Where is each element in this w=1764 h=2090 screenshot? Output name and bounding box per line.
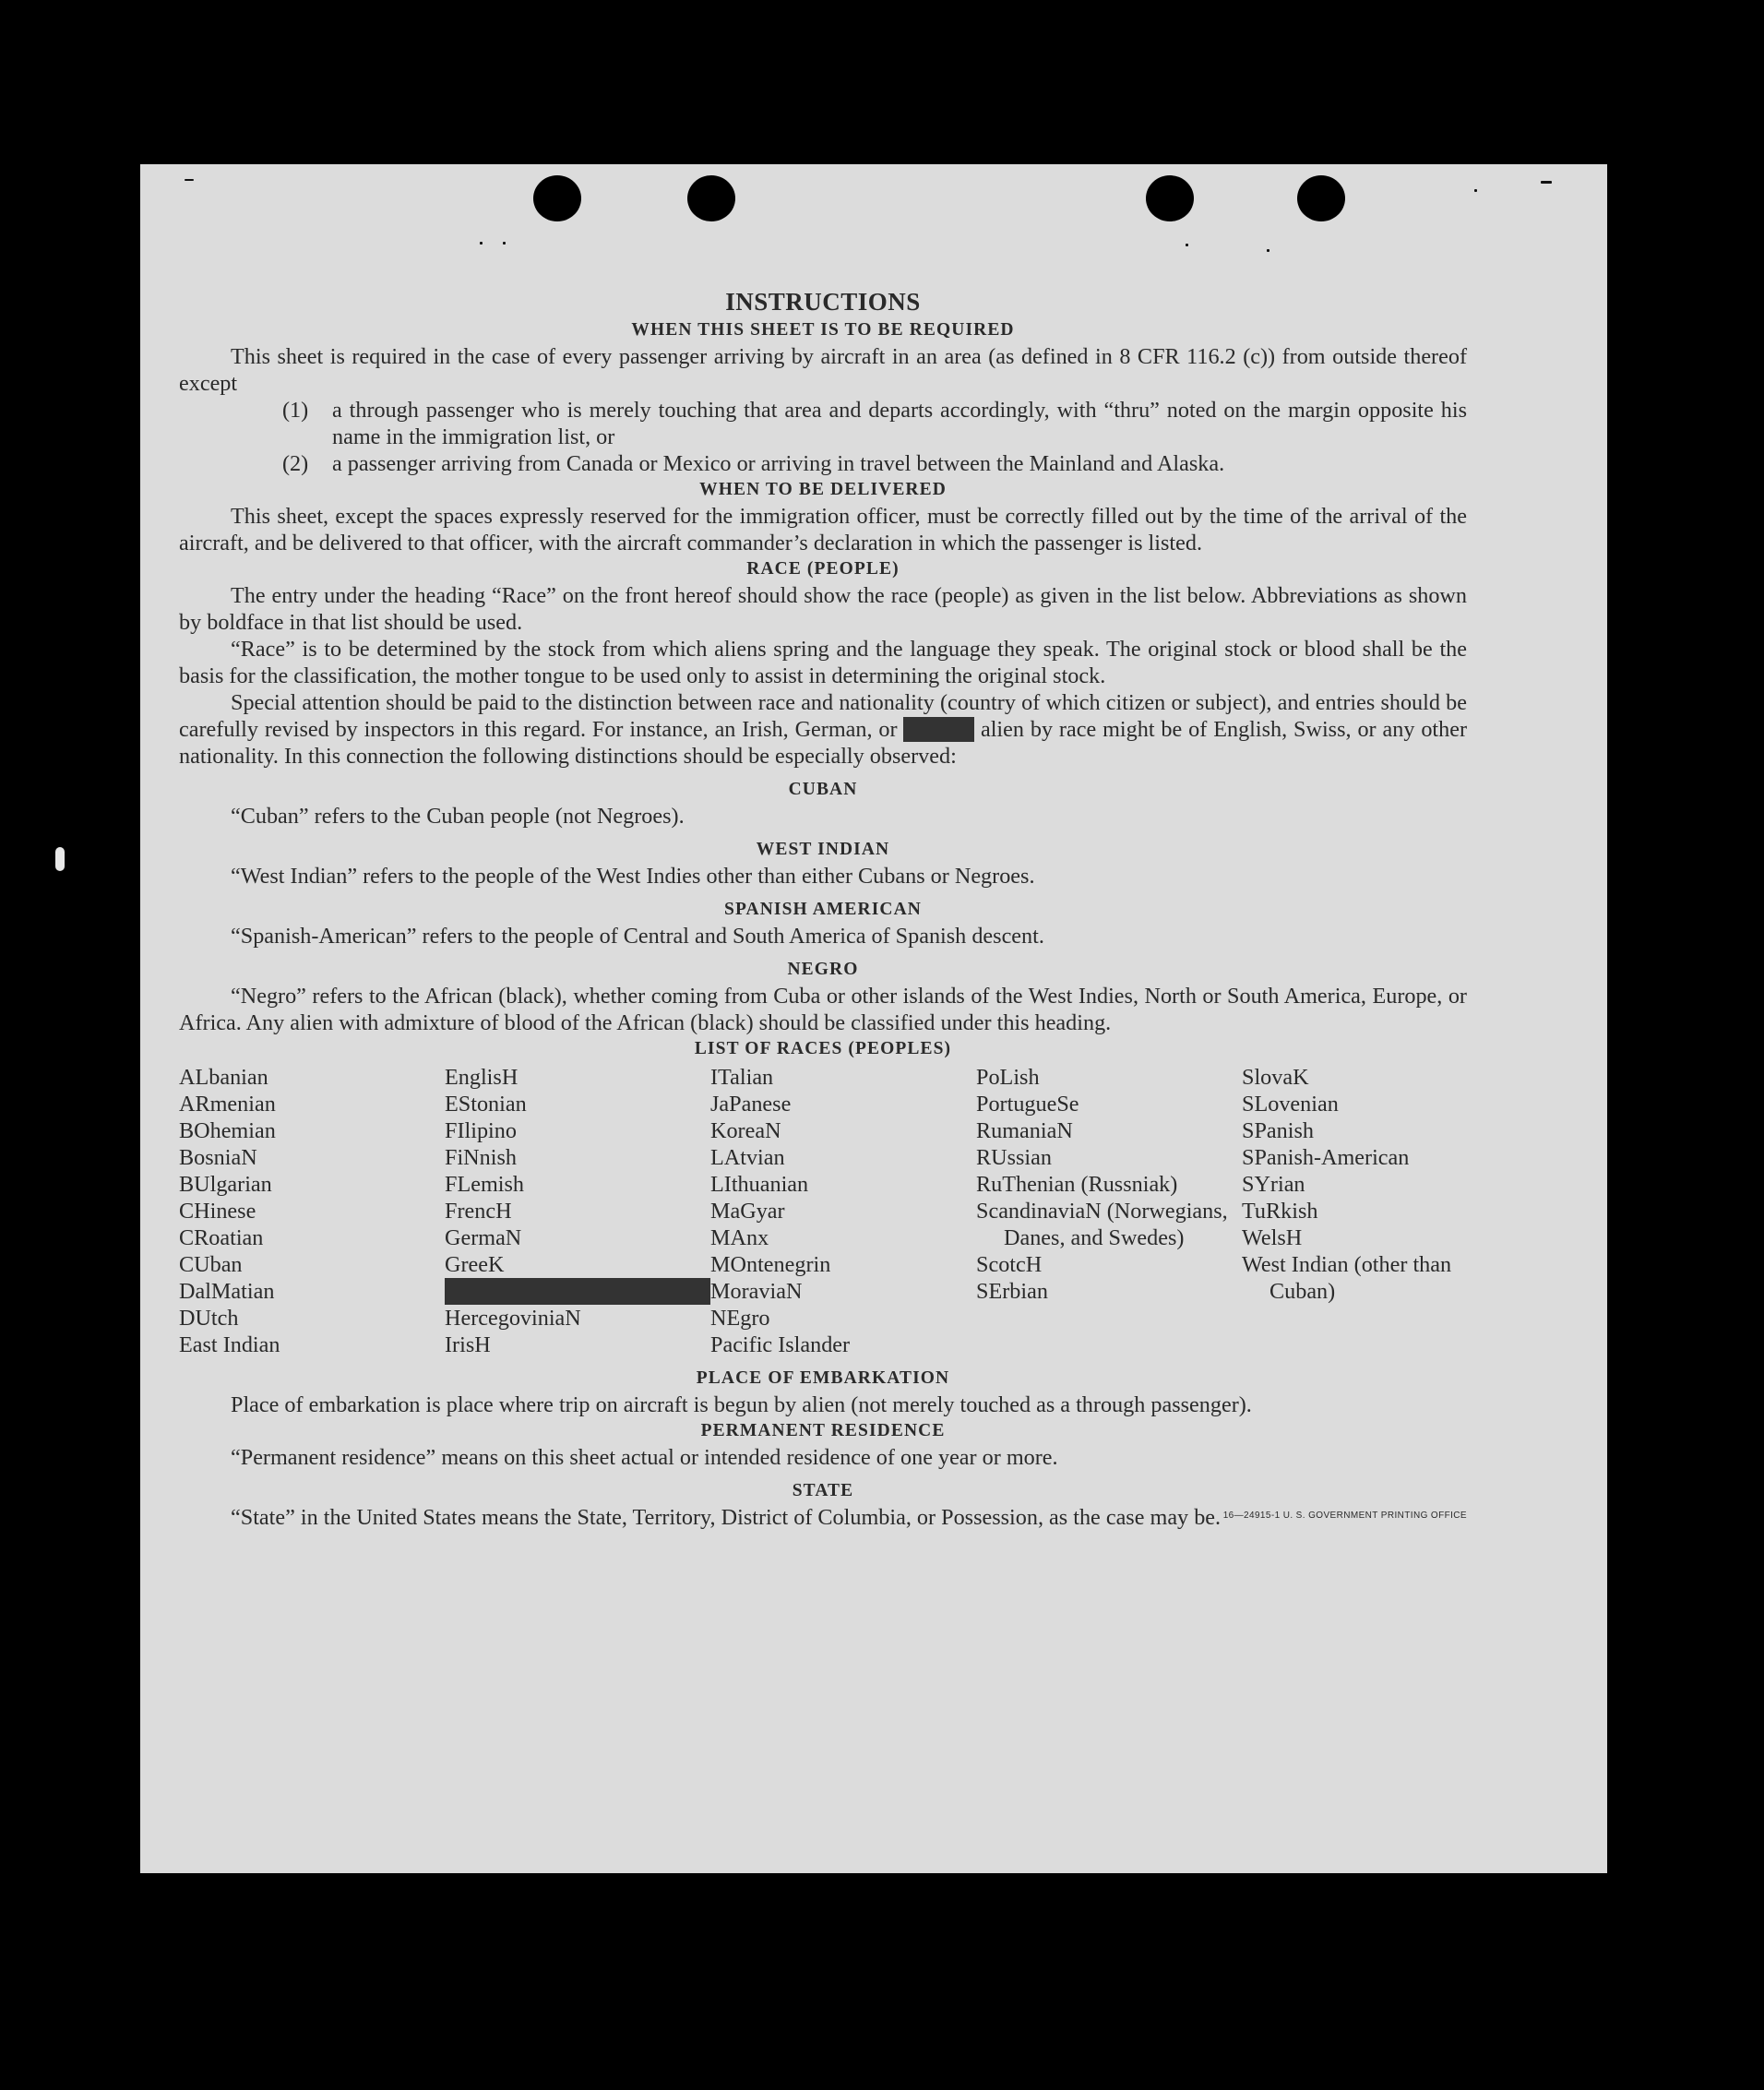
required-intro [179, 343, 1467, 397]
item-number: (2) [282, 451, 309, 476]
list-item [179, 397, 1467, 450]
heading-required: WHEN THIS SHEET IS TO BE REQUIRED [631, 320, 1015, 340]
heading-state: STATE [792, 1481, 854, 1500]
race-paragraph-2: “Race” is to be determined by the stock from which aliens spring and the language they speak. The original stock or blood shall be the basis for the classification, the mother tongue to be used only to assist in determining the original stock. [179, 637, 1467, 688]
race-entry: Pacific Islander [710, 1332, 851, 1357]
race-entry: CHinese [179, 1199, 256, 1224]
race-entry: RUssian [976, 1145, 1052, 1170]
punch-hole [1297, 175, 1345, 221]
race-entry: ScandinaviaN (Norwegians, Danes, and Swedes) [976, 1199, 1228, 1250]
race-entry: HercegoviniaN [445, 1306, 581, 1331]
race-entry: ALbanian [179, 1065, 268, 1090]
punch-hole [1146, 175, 1194, 221]
race-entry: EStonian [445, 1092, 527, 1117]
negro-text: “Negro” refers to the African (black), whether coming from Cuba or other islands of the West Indies, North or South America, Europe, or Africa. Any alien with admixture of blood of the African (black) should be classified under this heading. [179, 984, 1467, 1035]
race-paragraph-3 [179, 689, 1467, 770]
printing-office-footnote: 16—24915-1 U. S. GOVERNMENT PRINTING OFFICE [1222, 1511, 1467, 1521]
race-entry: MAnx [710, 1225, 769, 1250]
races-column [976, 1064, 1242, 1358]
race-entry: MoraviaN [710, 1279, 803, 1304]
race-entry-redacted [445, 1278, 710, 1305]
race-entry: MaGyar [710, 1199, 785, 1224]
race-entry: RuThenian (Russniak) [976, 1172, 1178, 1197]
race-entry: SlovaK [1242, 1065, 1309, 1090]
race-entry: ScotcH [976, 1252, 1043, 1277]
speck [503, 242, 506, 245]
race-entry: MOntenegrin [710, 1252, 831, 1277]
race-entry: LIthuanian [710, 1172, 809, 1197]
race-entry: EnglisH [445, 1065, 518, 1090]
race-entry: East Indian [179, 1332, 280, 1357]
race-paragraph-3-b: alien by race might be of English, Swiss, or any other nationality. In this connection the following distinctions should be especially observed: [179, 717, 1468, 769]
required-intro-text: This sheet is required in the case of every passenger arriving by aircraft in an area (as defined in 8 CFR 116.2 (c)) from outside thereof except [179, 344, 1467, 396]
race-entry: CRoatian [179, 1225, 264, 1250]
speck [185, 179, 194, 181]
race-entry: CUban [179, 1252, 243, 1277]
west-indian-text: “West Indian” refers to the people of the West Indies other than either Cubans or Negroes. [231, 864, 1035, 889]
item-number: (1) [282, 398, 309, 423]
race-entry: WelsH [1242, 1225, 1303, 1250]
embarkation-text: Place of embarkation is place where trip on aircraft is begun by alien (not merely touched as a through passenger). [231, 1392, 1252, 1417]
race-entry: GreeK [445, 1252, 505, 1277]
races-list [179, 1064, 1467, 1358]
instructions-text [179, 286, 1467, 1531]
race-entry: BUlgarian [179, 1172, 272, 1197]
punch-hole [687, 175, 735, 221]
race-entry: SLovenian [1242, 1092, 1339, 1117]
speck [1541, 181, 1552, 184]
race-entry: ITalian [710, 1065, 774, 1090]
speck [1267, 249, 1269, 252]
heading-embarkation: PLACE OF EMBARKATION [696, 1368, 950, 1388]
races-column [710, 1064, 976, 1358]
heading-cuban: CUBAN [788, 780, 858, 799]
race-entry: LAtvian [710, 1145, 785, 1170]
redacted-word [903, 717, 974, 742]
race-entry: DalMatian [179, 1279, 275, 1304]
race-entry: IrisH [445, 1332, 491, 1357]
race-entry: BOhemian [179, 1118, 276, 1143]
race-entry: PortugueSe [976, 1092, 1079, 1117]
races-column [445, 1064, 710, 1358]
race-entry: FiNnish [445, 1145, 517, 1170]
heading-negro: NEGRO [787, 960, 859, 979]
race-entry: JaPanese [710, 1092, 792, 1117]
race-entry: FLemish [445, 1172, 525, 1197]
race-entry: DUtch [179, 1306, 239, 1331]
race-entry: KoreaN [710, 1118, 781, 1143]
race-entry: West Indian (other than Cuban) [1242, 1252, 1452, 1304]
heading-residence: PERMANENT RESIDENCE [700, 1421, 946, 1440]
margin-mark [55, 847, 65, 871]
item-text: a through passenger who is merely touching that area and departs accordingly, with “thru” noted on the margin opposite his name in the immigration list, or [332, 398, 1467, 449]
heading-spanish-american: SPANISH AMERICAN [724, 900, 922, 919]
race-entry: SYrian [1242, 1172, 1305, 1197]
residence-text: “Permanent residence” means on this sheet actual or intended residence of one year or more. [231, 1445, 1058, 1470]
speck [480, 242, 483, 245]
heading-race: RACE (PEOPLE) [746, 559, 900, 579]
race-entry: TuRkish [1242, 1199, 1318, 1224]
race-entry: BosniaN [179, 1145, 257, 1170]
race-paragraph-3-a: Special attention should be paid to the distinction between race and nationality (country of which citizen or subject), and entries should be carefully revised by inspectors in this regard. For instance, an Irish, German, or [179, 690, 1467, 742]
race-entry: SPanish-American [1242, 1145, 1410, 1170]
state-text: “State” in the United States means the State, Territory, District of Columbia, or Possession, as the case may be. [231, 1505, 1222, 1530]
race-entry: SPanish [1242, 1118, 1314, 1143]
races-column [1242, 1064, 1472, 1358]
race-entry: RumaniaN [976, 1118, 1073, 1143]
heading-list-of-races: LIST OF RACES (PEOPLES) [694, 1039, 952, 1058]
cuban-text: “Cuban” refers to the Cuban people (not Negroes). [231, 804, 685, 829]
item-text: a passenger arriving from Canada or Mexico or arriving in travel between the Mainland and Alaska. [332, 451, 1225, 476]
speck [1186, 244, 1188, 246]
race-entry: NEgro [710, 1306, 770, 1331]
spanish-american-text: “Spanish-American” refers to the people of Central and South America of Spanish descent. [231, 924, 1044, 949]
races-column [179, 1064, 445, 1358]
punch-hole [533, 175, 581, 221]
race-paragraph-1: The entry under the heading “Race” on the front hereof should show the race (people) as given in the list below. Abbreviations as shown by boldface in that list should be used. [179, 583, 1467, 635]
heading-delivered: WHEN TO BE DELIVERED [699, 480, 947, 499]
race-entry: FIlipino [445, 1118, 517, 1143]
delivered-text: This sheet, except the spaces expressly reserved for the immigration officer, must be correctly filled out by the time of the arrival of the aircraft, and be delivered to that officer, with the aircraft commander’s declaration in which the passenger is listed. [179, 504, 1467, 555]
list-item [179, 450, 1467, 477]
page-title: INSTRUCTIONS [725, 288, 921, 316]
race-entry: ARmenian [179, 1092, 276, 1117]
race-entry: FrencH [445, 1199, 512, 1224]
speck [1474, 189, 1477, 192]
race-entry: PoLish [976, 1065, 1040, 1090]
race-entry: GermaN [445, 1225, 522, 1250]
race-entry: SErbian [976, 1279, 1048, 1304]
state-block [179, 1504, 1467, 1531]
heading-west-indian: WEST INDIAN [756, 840, 890, 859]
